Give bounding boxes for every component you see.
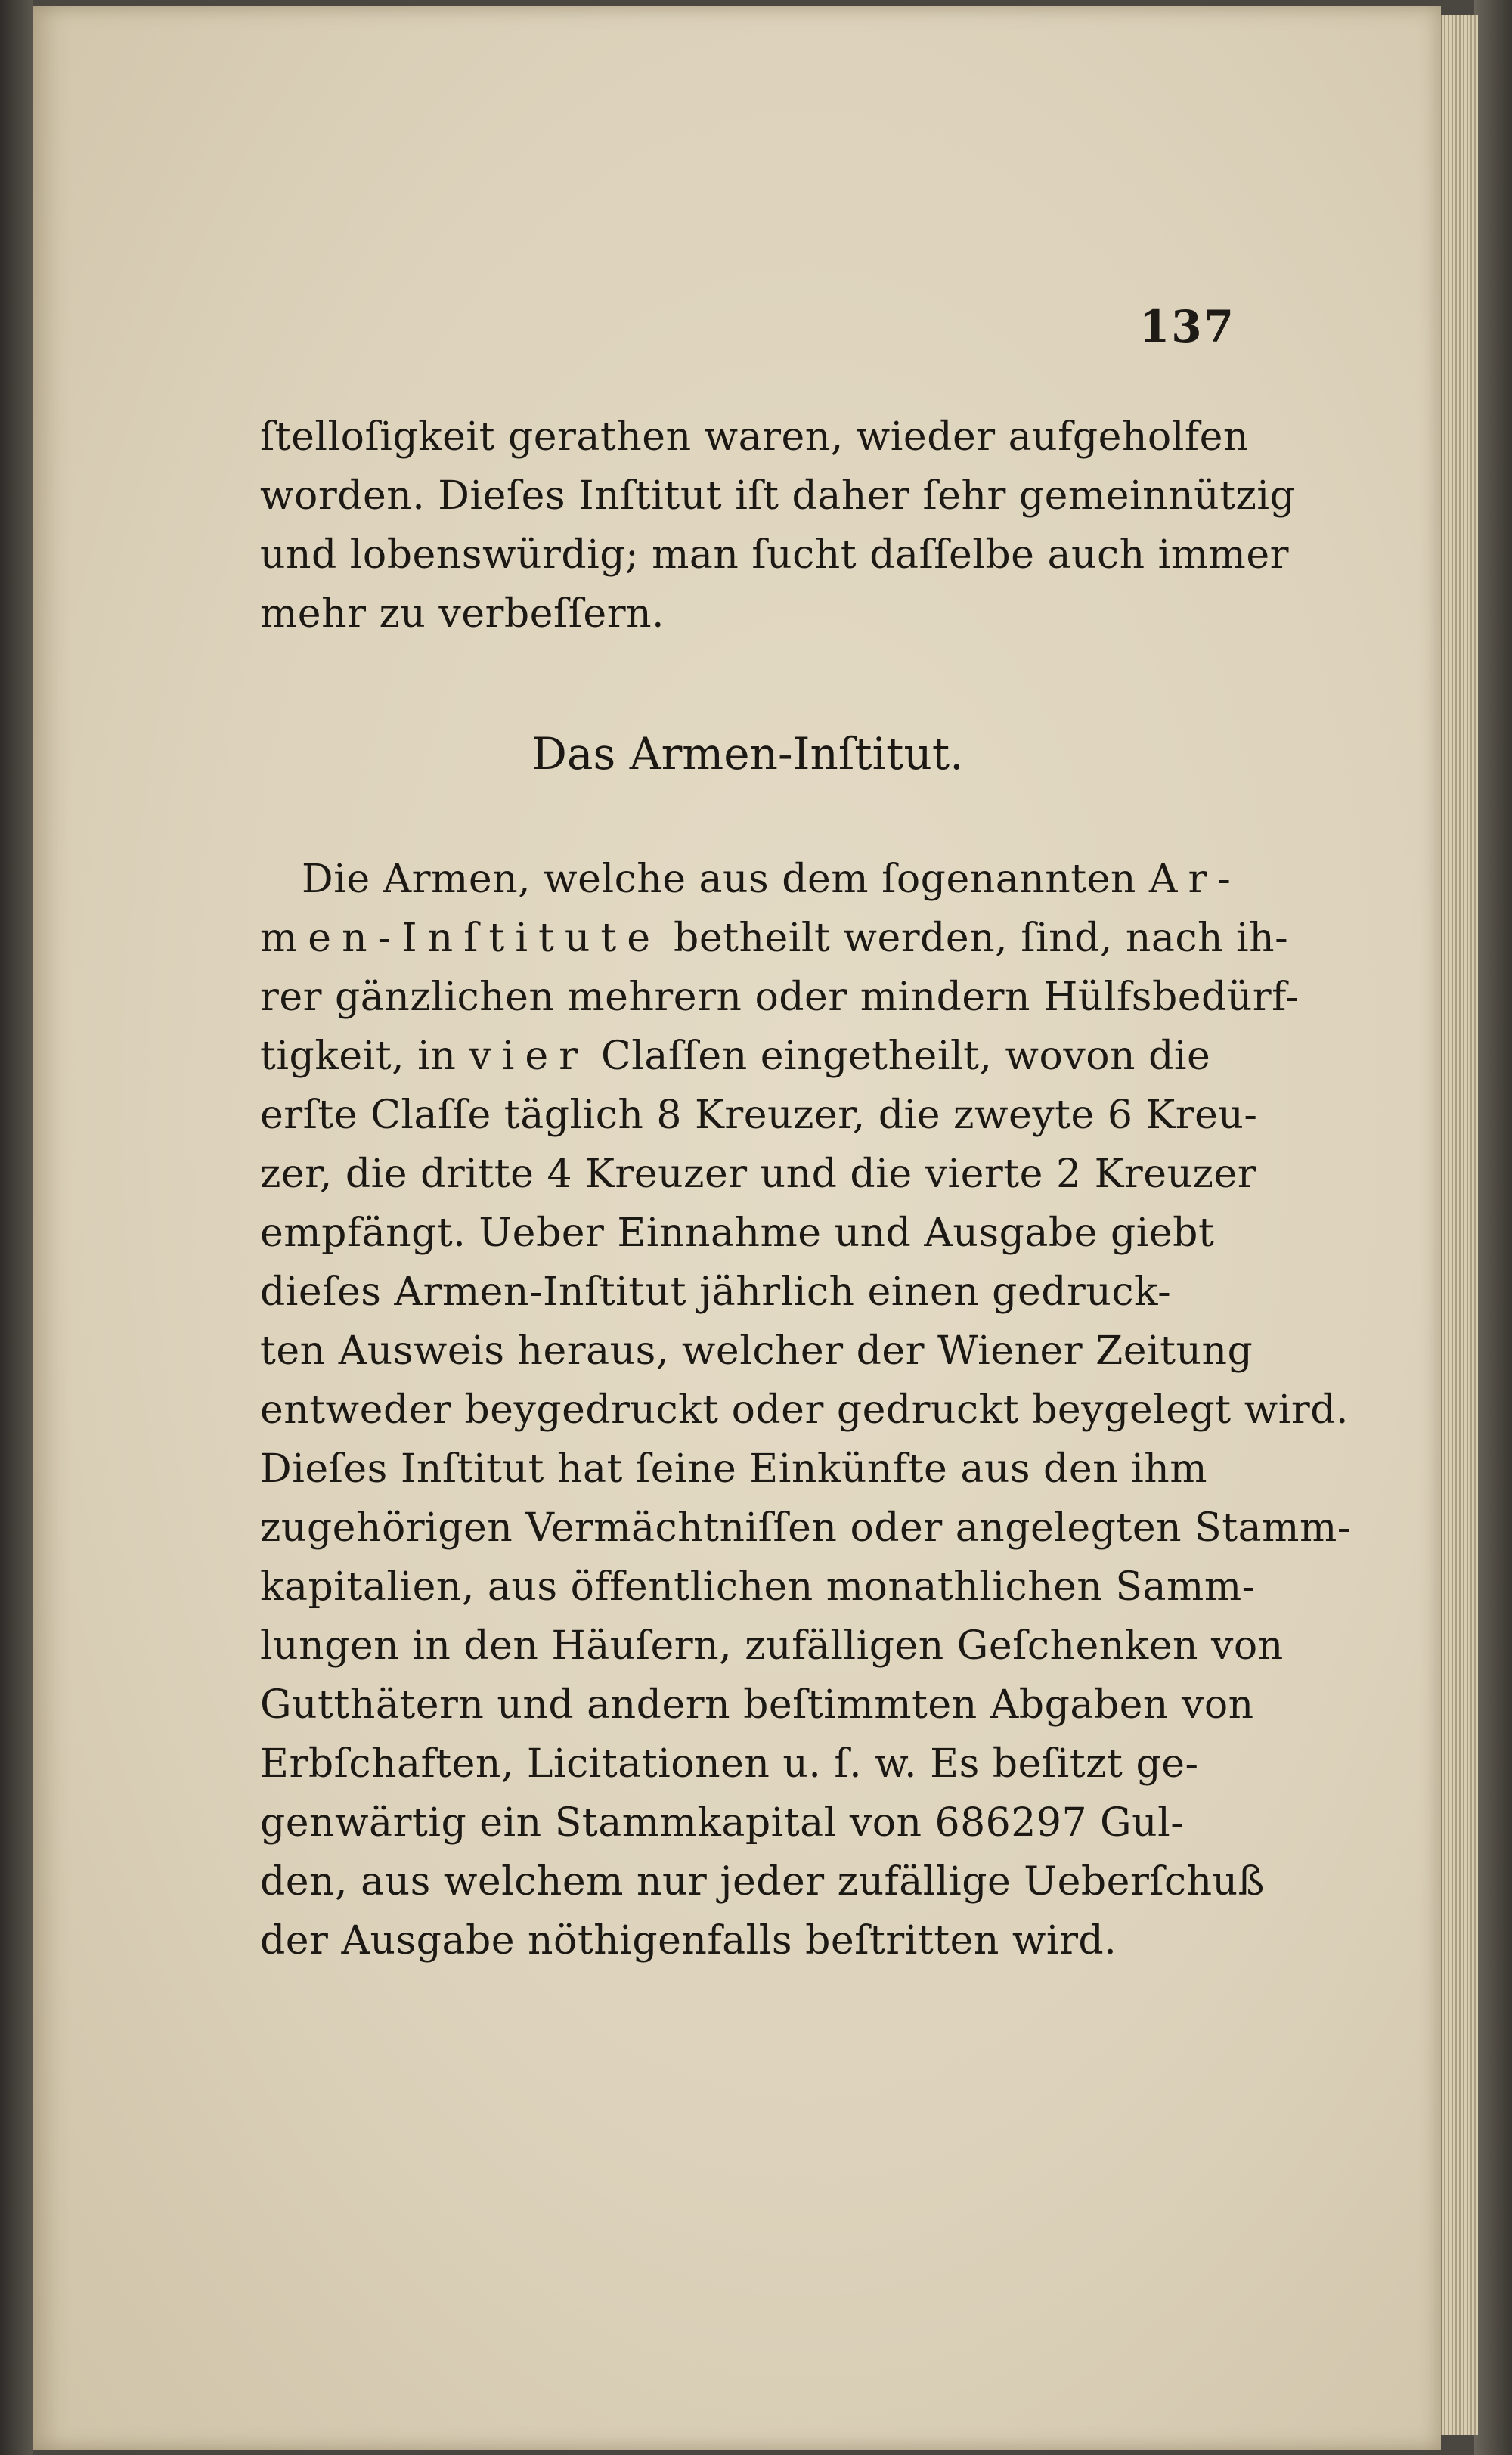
spaced-text: men-Inſtitute bbox=[260, 916, 662, 961]
text-line: dieſes Armen-Inſtitut jährlich einen gedruck- bbox=[260, 1269, 1172, 1315]
text-line: den, aus welchem nur jeder zufällige Ueberſchuß bbox=[260, 1859, 1265, 1905]
text-line bbox=[302, 857, 1241, 902]
text-line: kapitalien, aus öffentlichen monathlichen Samm- bbox=[260, 1564, 1256, 1610]
text-fragment: Die Armen, welche aus dem ſogenannten bbox=[302, 857, 1149, 902]
text-line: worden. Dieſes Inſtitut iſt daher ſehr gemeinnützig bbox=[260, 473, 1296, 519]
text-line: ten Ausweis heraus, welcher der Wiener Zeitung bbox=[260, 1328, 1253, 1374]
text-line: rer gänzlichen mehrern oder mindern Hülfsbedürf- bbox=[260, 975, 1300, 1020]
text-line: lungen in den Häuſern, zufälligen Geſchenken von bbox=[260, 1623, 1284, 1669]
text-line: ſtelloſigkeit gerathen waren, wieder aufgeholfen bbox=[260, 414, 1249, 460]
text-line: mehr zu verbeſſern. bbox=[260, 591, 665, 637]
book-page-edges bbox=[1440, 15, 1478, 2435]
text-line: Gutthätern und andern beſtimmten Abgaben von bbox=[260, 1682, 1254, 1728]
text-line: Dieſes Inſtitut hat ſeine Einkünfte aus den ihm bbox=[260, 1446, 1208, 1492]
scan-background-right bbox=[1474, 0, 1512, 2455]
text-line bbox=[260, 1034, 1235, 1079]
text-line: empfängt. Ueber Einnahme und Ausgabe giebt bbox=[260, 1210, 1215, 1256]
spaced-text: Ar- bbox=[1148, 857, 1241, 902]
text-line: zugehörigen Vermächtniſſen oder angelegten Stamm- bbox=[260, 1505, 1351, 1551]
spaced-text: vier bbox=[469, 1034, 588, 1079]
text-fragment: betheilt werden, ſind, nach ih- bbox=[661, 916, 1289, 961]
book-page bbox=[33, 6, 1441, 2450]
scan-background-left bbox=[0, 0, 33, 2455]
text-line: Erbſchaften, Licitationen u. ſ. w. Es beſitzt ge- bbox=[260, 1741, 1199, 1787]
text-line: und lobenswürdig; man ſucht daſſelbe auch immer bbox=[260, 532, 1289, 578]
text-fragment: tigkeit, in bbox=[260, 1034, 469, 1079]
page-number: 137 bbox=[1139, 301, 1235, 352]
text-line: erſte Claſſe täglich 8 Kreuzer, die zweyte 6 Kreu- bbox=[260, 1093, 1258, 1138]
section-heading: Das Armen-Inſtitut. bbox=[531, 728, 964, 780]
text-line: der Ausgabe nöthigenfalls beſtritten wird. bbox=[260, 1918, 1117, 1964]
text-line: zer, die dritte 4 Kreuzer und die vierte 2 Kreuzer bbox=[260, 1152, 1257, 1197]
text-fragment: Claſſen eingetheilt, wovon die bbox=[587, 1034, 1211, 1079]
text-line: genwärtig ein Stammkapital von 686297 Gul- bbox=[260, 1800, 1185, 1846]
text-line: entweder beygedruckt oder gedruckt beygelegt wird. bbox=[260, 1387, 1349, 1433]
text-line bbox=[260, 916, 1289, 961]
